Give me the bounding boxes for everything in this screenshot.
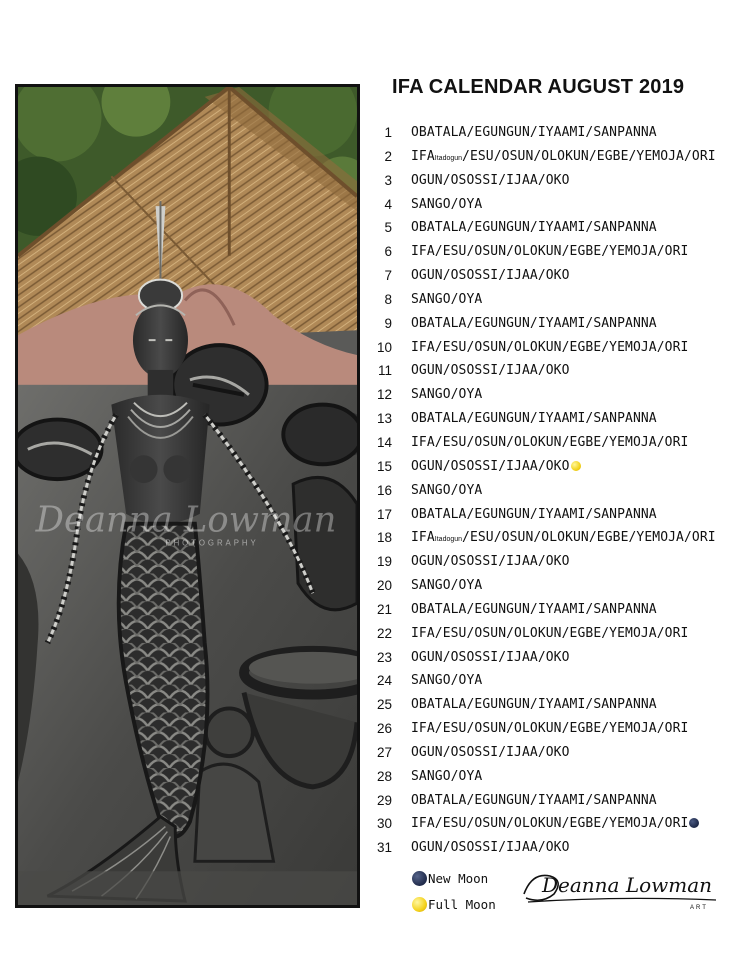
day-orisha-list — [411, 455, 581, 479]
day-orisha-list — [411, 407, 657, 431]
calendar-day-row — [370, 431, 740, 455]
day-number: 19 — [376, 554, 392, 570]
calendar-day-row — [370, 503, 740, 527]
calendar-day-row — [370, 359, 740, 383]
day-orisha-text: IFA/ESU/OSUN/OLOKUN/EGBE/YEMOJA/ORI — [411, 244, 689, 260]
day-orisha-text: SANGO/OYA — [411, 578, 483, 594]
day-orisha-text: OGUN/OSOSSI/IJAA/OKO — [411, 172, 570, 188]
day-itadogun-note: Itadogun — [434, 154, 463, 162]
day-orisha-list — [411, 622, 688, 646]
day-orisha-text: OGUN/OSOSSI/IJAA/OKO — [411, 268, 570, 284]
calendar-day-row — [370, 812, 740, 836]
day-number: 20 — [376, 578, 392, 594]
day-orisha-text: IFA/ESU/OSUN/OLOKUN/EGBE/YEMOJA/ORI — [411, 816, 689, 832]
new-moon-icon — [412, 871, 427, 886]
moon-legend — [412, 865, 496, 917]
full-moon-icon — [571, 461, 581, 471]
calendar-day-row — [370, 622, 740, 646]
day-number: 9 — [384, 315, 392, 331]
day-orisha-text: IFA/ESU/OSUN/OLOKUN/EGBE/YEMOJA/ORI — [411, 339, 689, 355]
day-orisha-text: OGUN/OSOSSI/IJAA/OKO — [411, 554, 570, 570]
day-orisha-text: OBATALA/EGUNGUN/IYAAMI/SANPANNA — [411, 601, 657, 617]
day-orisha-list — [411, 526, 716, 552]
day-orisha-text: SANGO/OYA — [411, 673, 483, 689]
calendar-day-row — [370, 646, 740, 670]
day-number: 22 — [376, 625, 392, 641]
calendar-day-row — [370, 193, 740, 217]
day-number: 11 — [377, 363, 392, 379]
day-orisha-list — [411, 717, 688, 741]
day-orisha-list — [411, 431, 688, 455]
calendar-day-row — [370, 836, 740, 860]
day-orisha-text: OBATALA/EGUNGUN/IYAAMI/SANPANNA — [411, 315, 657, 331]
day-orisha-text: SANGO/OYA — [411, 482, 483, 498]
day-number: 4 — [384, 196, 392, 212]
legend-new-moon — [412, 865, 496, 891]
day-number: 5 — [384, 220, 392, 236]
day-number: 24 — [376, 673, 392, 689]
day-orisha-list — [411, 312, 657, 336]
new-moon-icon — [689, 818, 699, 828]
calendar-title: IFA CALENDAR AUGUST 2019 — [392, 76, 685, 98]
sculpture-photo — [15, 84, 360, 908]
calendar-day-row — [370, 598, 740, 622]
day-orisha-text: SANGO/OYA — [411, 387, 483, 403]
day-orisha-text: OBATALA/EGUNGUN/IYAAMI/SANPANNA — [411, 697, 657, 713]
full-moon-icon — [412, 897, 427, 912]
mermaid-sculpture-illustration — [18, 87, 357, 905]
legend-full-moon-label: Full Moon — [428, 896, 496, 912]
day-number: 6 — [384, 244, 392, 260]
calendar-day-row — [370, 312, 740, 336]
day-number: 26 — [376, 721, 392, 737]
signature-name: Deanna Lowman — [542, 873, 713, 897]
day-number: 23 — [376, 649, 392, 665]
day-orisha-list — [411, 550, 570, 574]
day-orisha-list — [411, 574, 482, 598]
day-number: 30 — [376, 816, 392, 832]
calendar-day-list — [370, 121, 740, 860]
day-number: 7 — [384, 268, 392, 284]
day-orisha-list — [411, 741, 570, 765]
day-number: 17 — [376, 506, 392, 522]
day-orisha-text: OBATALA/EGUNGUN/IYAAMI/SANPANNA — [411, 792, 657, 808]
day-orisha-list — [411, 598, 657, 622]
day-orisha-list — [411, 646, 570, 670]
calendar-day-row — [370, 407, 740, 431]
calendar-day-row — [370, 479, 740, 503]
photo-watermark-sub: PHOTOGRAPHY — [165, 538, 259, 548]
day-number: 1 — [384, 125, 392, 140]
calendar-day-row — [370, 336, 740, 360]
day-orisha-text: IFA/ESU/OSUN/OLOKUN/EGBE/YEMOJA/ORI — [411, 721, 689, 737]
calendar-day-row — [370, 789, 740, 813]
calendar-day-row — [370, 145, 740, 169]
legend-full-moon — [412, 891, 496, 917]
day-number: 16 — [376, 482, 392, 498]
calendar-day-row — [370, 717, 740, 741]
day-orisha-list — [411, 812, 699, 836]
day-orisha-list — [411, 193, 482, 217]
day-orisha-text: OBATALA/EGUNGUN/IYAAMI/SANPANNA — [411, 506, 657, 522]
day-orisha-list — [411, 169, 570, 193]
calendar-day-row — [370, 216, 740, 240]
day-orisha-list — [411, 383, 482, 407]
day-orisha-list — [411, 359, 570, 383]
day-number: 29 — [376, 792, 392, 808]
calendar-day-row — [370, 383, 740, 407]
day-orisha-text: SANGO/OYA — [411, 196, 483, 212]
day-number: 28 — [376, 768, 392, 784]
day-number: 21 — [376, 601, 392, 617]
calendar-day-row — [370, 288, 740, 312]
day-orisha-suffix: /ESU/OSUN/OLOKUN/EGBE/YEMOJA/ORI — [462, 148, 716, 164]
day-orisha-list — [411, 145, 716, 171]
day-number: 3 — [384, 172, 392, 188]
day-orisha-list — [411, 336, 688, 360]
day-number: 31 — [376, 840, 392, 856]
calendar-day-row — [370, 121, 740, 145]
calendar-day-row — [370, 455, 740, 479]
day-orisha-list — [411, 503, 657, 527]
day-orisha-list — [411, 240, 688, 264]
day-number: 13 — [376, 411, 392, 427]
day-orisha-text: OBATALA/EGUNGUN/IYAAMI/SANPANNA — [411, 125, 657, 140]
calendar-day-row — [370, 264, 740, 288]
calendar-day-row — [370, 693, 740, 717]
calendar-day-row — [370, 765, 740, 789]
day-number: 27 — [376, 744, 392, 760]
day-number: 18 — [376, 530, 392, 546]
day-orisha-text: OBATALA/EGUNGUN/IYAAMI/SANPANNA — [411, 220, 657, 236]
day-orisha-text: SANGO/OYA — [411, 291, 483, 307]
calendar-day-row — [370, 669, 740, 693]
day-orisha-suffix: /ESU/OSUN/OLOKUN/EGBE/YEMOJA/ORI — [462, 530, 716, 546]
day-orisha-prefix: IFA — [411, 148, 435, 164]
day-orisha-text: IFA/ESU/OSUN/OLOKUN/EGBE/YEMOJA/ORI — [411, 434, 689, 450]
day-orisha-text: OGUN/OSOSSI/IJAA/OKO — [411, 363, 570, 379]
photo-watermark-name: Deanna Lowman — [35, 499, 337, 541]
artist-signature-logo — [520, 862, 720, 912]
day-number: 14 — [376, 434, 392, 450]
day-number: 15 — [376, 458, 392, 474]
day-orisha-list — [411, 765, 482, 789]
day-orisha-text: OGUN/OSOSSI/IJAA/OKO — [411, 840, 570, 856]
day-orisha-list — [411, 789, 657, 813]
calendar-day-row — [370, 526, 740, 550]
day-orisha-list — [411, 693, 657, 717]
day-orisha-list — [411, 669, 482, 693]
day-orisha-text: OGUN/OSOSSI/IJAA/OKO — [411, 744, 570, 760]
signature-sub: ART — [690, 905, 708, 911]
day-orisha-text: IFA/ESU/OSUN/OLOKUN/EGBE/YEMOJA/ORI — [411, 625, 689, 641]
legend-new-moon-label: New Moon — [428, 870, 489, 886]
day-orisha-list — [411, 479, 482, 503]
day-itadogun-note: Itadogun — [434, 536, 463, 544]
day-number: 25 — [376, 697, 392, 713]
day-number: 8 — [384, 291, 392, 307]
calendar-day-row — [370, 169, 740, 193]
day-orisha-text: OBATALA/EGUNGUN/IYAAMI/SANPANNA — [411, 411, 657, 427]
day-orisha-text: OGUN/OSOSSI/IJAA/OKO — [411, 458, 570, 474]
calendar-day-row — [370, 550, 740, 574]
calendar-day-row — [370, 574, 740, 598]
calendar-day-row — [370, 741, 740, 765]
day-orisha-text: SANGO/OYA — [411, 768, 483, 784]
day-orisha-list — [411, 264, 570, 288]
day-number: 10 — [376, 339, 392, 355]
day-orisha-list — [411, 216, 657, 240]
day-orisha-list — [411, 121, 657, 145]
day-number: 2 — [384, 148, 392, 164]
day-orisha-list — [411, 836, 570, 860]
calendar-day-row — [370, 240, 740, 264]
day-orisha-prefix: IFA — [411, 530, 435, 546]
day-number: 12 — [376, 387, 392, 403]
day-orisha-text: OGUN/OSOSSI/IJAA/OKO — [411, 649, 570, 665]
day-orisha-list — [411, 288, 482, 312]
